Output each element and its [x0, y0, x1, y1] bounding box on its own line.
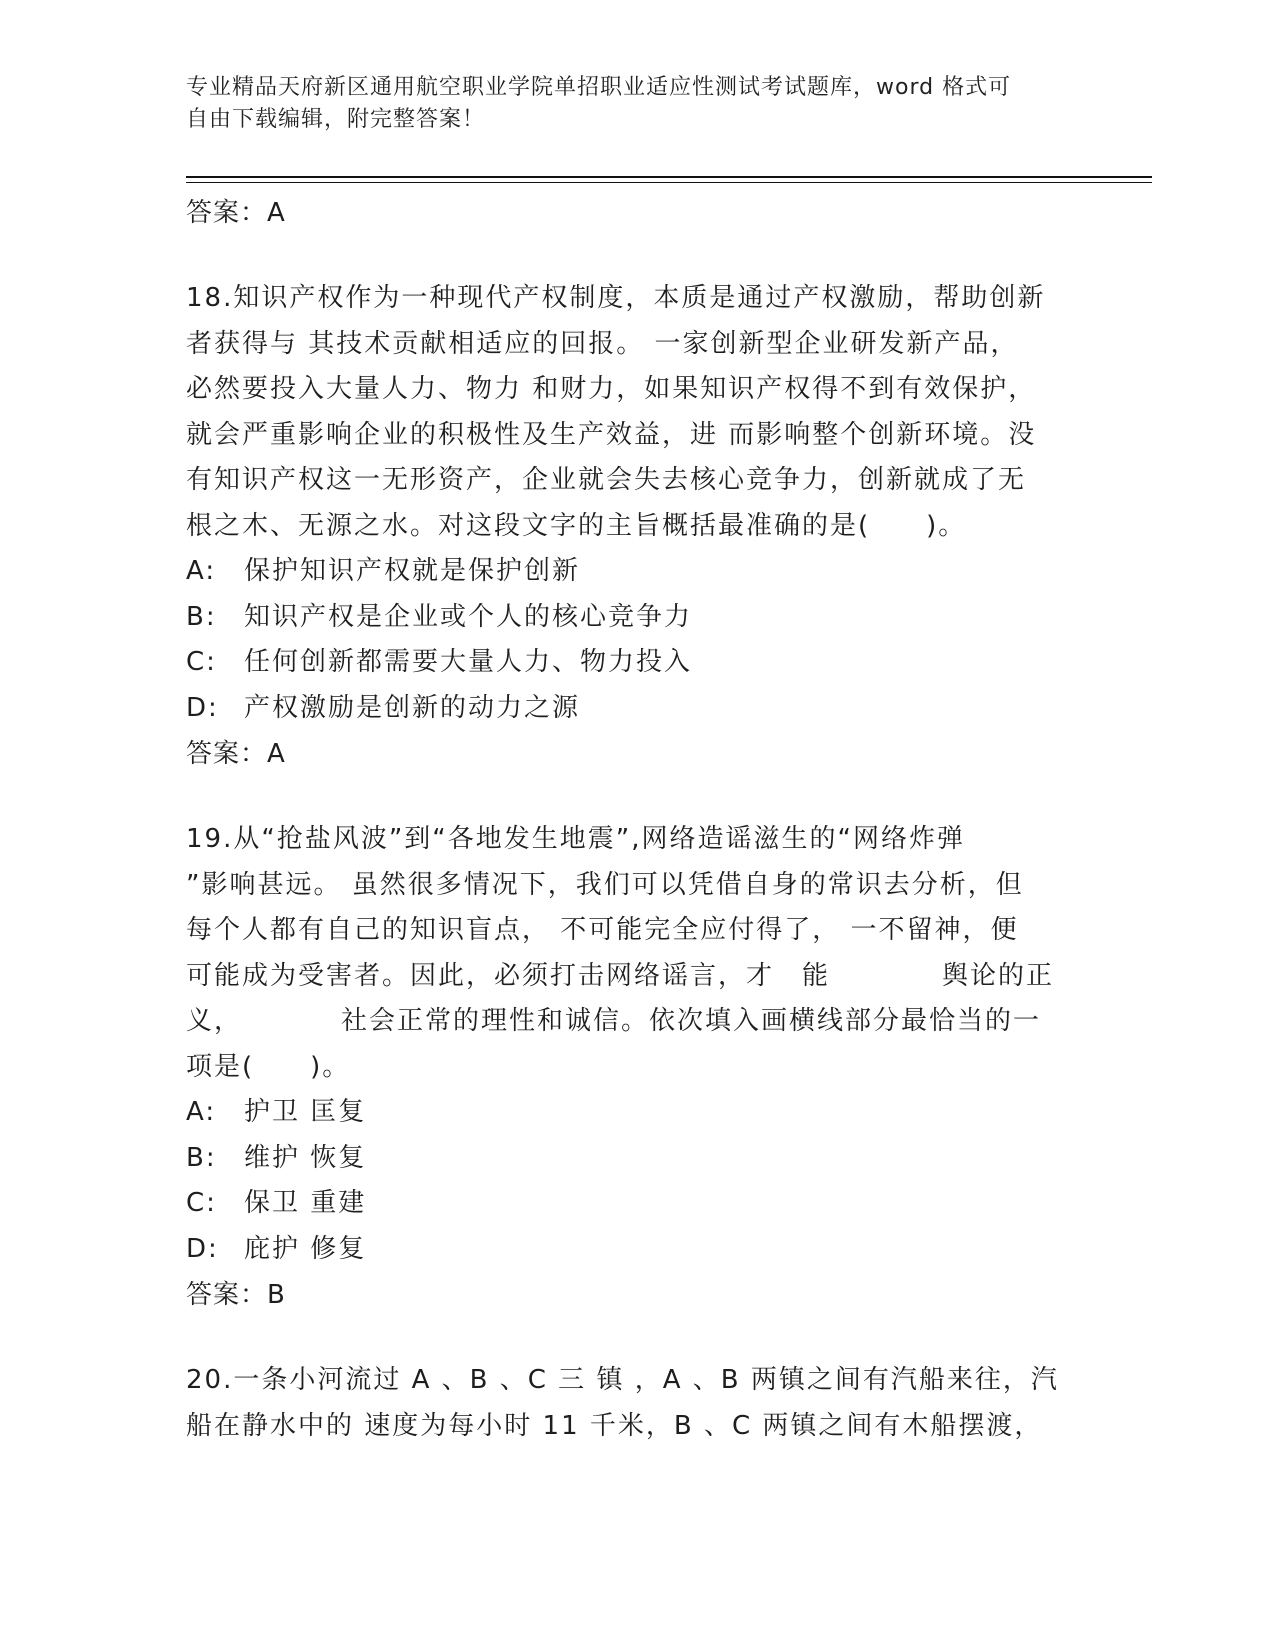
spacer [186, 1318, 1086, 1358]
option-letter: C: [186, 647, 217, 677]
header-line-2: 自由下载编辑，附完整答案！ [186, 107, 486, 132]
question-text-line: 船在静水中的 速度为每小时 11 千米，B 、C 两镇之间有木船摆渡， [186, 1410, 1043, 1441]
option-letter: D: [186, 692, 219, 723]
answer-line: 答案：A [186, 198, 286, 228]
option-letter: D: [186, 1233, 219, 1264]
option-a [186, 549, 1086, 595]
page-header [186, 72, 1066, 136]
option-b [186, 595, 1086, 641]
option-a [186, 1090, 1086, 1136]
document-body [186, 190, 1086, 1449]
option-c [186, 1181, 1086, 1227]
question-text-line: 18.知识产权作为一种现代产权制度，本质是通过产权激励，帮助创新 [186, 283, 1046, 313]
question-18 [186, 276, 1086, 549]
question-19 [186, 817, 1086, 1090]
option-letter: B: [186, 601, 217, 632]
question-text-line: 项是( )。 [186, 1051, 351, 1082]
option-letter: C: [186, 1188, 217, 1218]
spacer [186, 777, 1086, 817]
option-text: 护卫 匡复 [244, 1097, 367, 1127]
option-text: 保护知识产权就是保护创新 [244, 556, 581, 586]
question-text-line: 20.一条小河流过 A 、B 、C 三 镇 ，A 、B 两镇之间有汽船来往，汽 [186, 1365, 1059, 1395]
header-divider-thin [186, 182, 1152, 183]
question-text-line: 必然要投入大量人力、物力 和财力，如果知识产权得不到有效保护， [186, 374, 1037, 404]
question-text-line: 根之木、无源之水。对这段文字的主旨概括最准确的是( )。 [186, 510, 967, 541]
header-line-1: 专业精品天府新区通用航空职业学院单招职业适应性测试考试题库，word 格式可 [186, 75, 1012, 100]
option-text: 产权激励是创新的动力之源 [244, 692, 581, 723]
option-b [186, 1136, 1086, 1182]
question-text-line: 就会严重影响企业的积极性及生产效益，进 而影响整个创新环境。没 [186, 419, 1037, 450]
option-text: 任何创新都需要大量人力、物力投入 [244, 647, 693, 677]
option-text: 知识产权是企业或个人的核心竞争力 [244, 601, 693, 632]
question-text-line: 19.从“抢盐风波”到“各地发生地震”,网络造谣滋生的“网络炸弹 [186, 824, 965, 854]
question-text-line: 义， 社会正常的理性和诚信。依次填入画横线部分最恰当的一 [186, 1006, 1042, 1036]
question-text-line: 有知识产权这一无形资产，企业就会失去核心竞争力，创新就成了无 [186, 465, 1027, 495]
option-d [186, 686, 1086, 732]
option-d [186, 1227, 1086, 1273]
question-text-line: ”影响甚远。 虽然很多情况下，我们可以凭借自身的常识去分析，但 [186, 869, 1024, 900]
header-divider-thick [186, 176, 1152, 178]
option-text: 庇护 修复 [244, 1233, 367, 1264]
option-text: 保卫 重建 [244, 1188, 367, 1218]
option-letter: A: [186, 1097, 217, 1127]
spacer [186, 236, 1086, 276]
answer-line: 答案：A [186, 739, 286, 769]
question-text-line: 每个人都有自己的知识盲点， 不可能完全应付得了， 一不留神，便 [186, 915, 1019, 945]
question-text-line: 者获得与 其技术贡献相适应的回报。 一家创新型企业研发新产品， [186, 328, 1019, 359]
option-letter: A: [186, 556, 217, 586]
question-20 [186, 1358, 1086, 1449]
option-c [186, 640, 1086, 686]
option-text: 维护 恢复 [244, 1142, 367, 1173]
option-letter: B: [186, 1142, 217, 1173]
question-text-line: 可能成为受害者。因此，必须打击网络谣言，才 能 舆论的正 [186, 960, 1055, 991]
answer-line: 答案：B [186, 1280, 286, 1310]
